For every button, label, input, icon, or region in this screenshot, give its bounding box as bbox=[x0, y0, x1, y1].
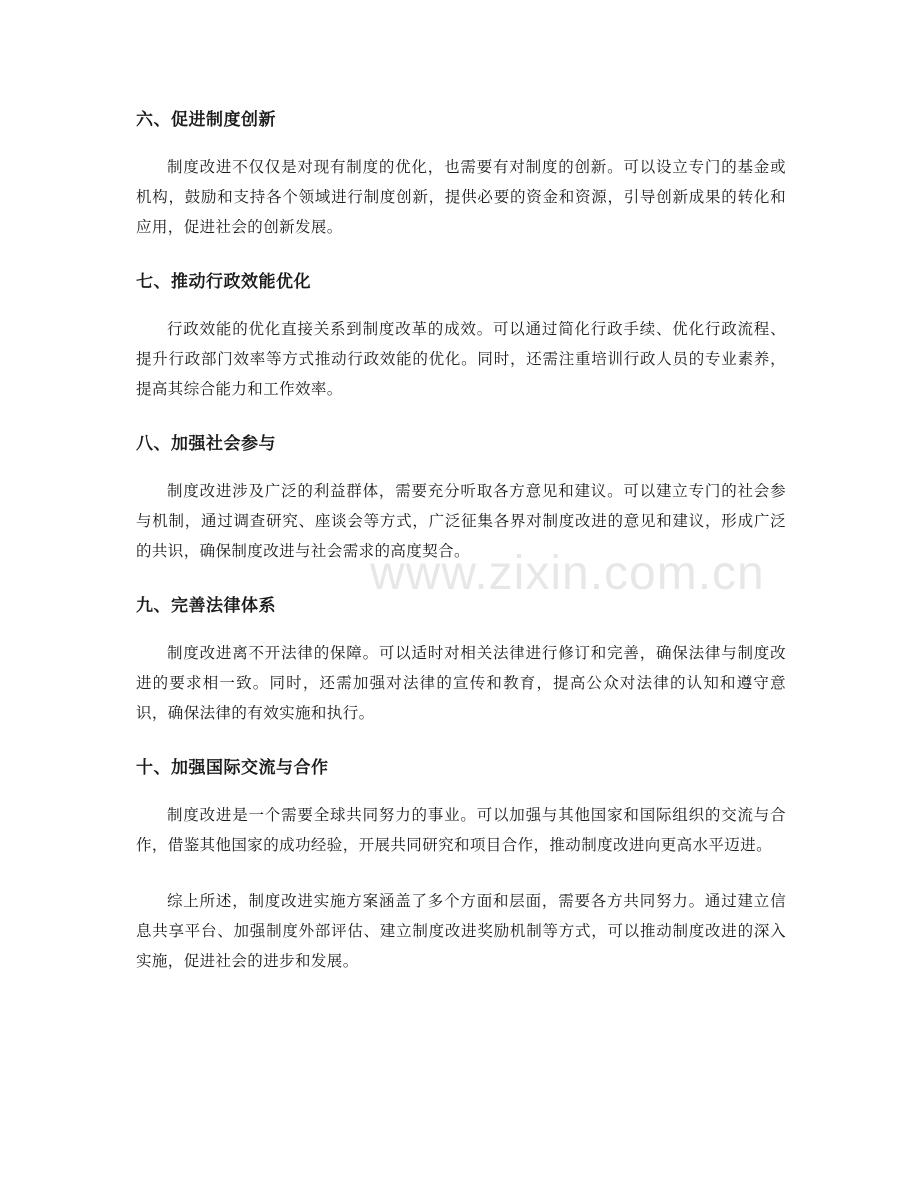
section-heading: 九、完善法律体系 bbox=[136, 596, 276, 616]
watermark-text: www.zixin.com.cn bbox=[370, 547, 765, 600]
section-paragraph: 制度改进是一个需要全球共同努力的事业。可以加强与其他国家和国际组织的交流与合作，借鉴其他国家的成功经验，开展共同研究和项目合作，推动制度改进向更高水平迈进。 bbox=[136, 806, 786, 854]
section-paragraph: 制度改进不仅仅是对现有制度的优化，也需要有对制度的创新。可以设立专门的基金或机构，鼓励和支持各个领域进行制度创新，提供必要的资金和资源，引导创新成果的转化和应用，促进社会的创新发展。 bbox=[136, 158, 786, 236]
section-paragraph: 制度改进涉及广泛的利益群体，需要充分听取各方意见和建议。可以建立专门的社会参与机制，通过调查研究、座谈会等方式，广泛征集各界对制度改进的意见和建议，形成广泛的共识，确保制度改进与社会需求的高度契合。 bbox=[136, 482, 786, 560]
section-paragraph: 行政效能的优化直接关系到制度改革的成效。可以通过简化行政手续、优化行政流程、提升行政部门效率等方式推动行政效能的优化。同时，还需注重培训行政人员的专业素养，提高其综合能力和工作效率。 bbox=[136, 320, 786, 398]
section-paragraph: 制度改进离不开法律的保障。可以适时对相关法律进行修订和完善，确保法律与制度改进的要求相一致。同时，还需加强对法律的宣传和教育，提高公众对法律的认知和遵守意识，确保法律的有效实施和执行。 bbox=[136, 644, 786, 722]
section-7 bbox=[136, 268, 786, 404]
section-heading: 十、加强国际交流与合作 bbox=[136, 758, 329, 778]
conclusion-paragraph: 综上所述，制度改进实施方案涵盖了多个方面和层面，需要各方共同努力。通过建立信息共享平台、加强制度外部评估、建立制度改进奖励机制等方式，可以推动制度改进的深入实施，促进社会的进步和发展。 bbox=[136, 892, 786, 970]
section-heading: 七、推动行政效能优化 bbox=[136, 272, 311, 292]
document-body bbox=[136, 106, 786, 1002]
section-10 bbox=[136, 754, 786, 860]
section-8 bbox=[136, 430, 786, 566]
section-heading: 六、促进制度创新 bbox=[136, 110, 276, 130]
section-6 bbox=[136, 106, 786, 242]
section-heading: 八、加强社会参与 bbox=[136, 434, 276, 454]
section-9 bbox=[136, 592, 786, 728]
